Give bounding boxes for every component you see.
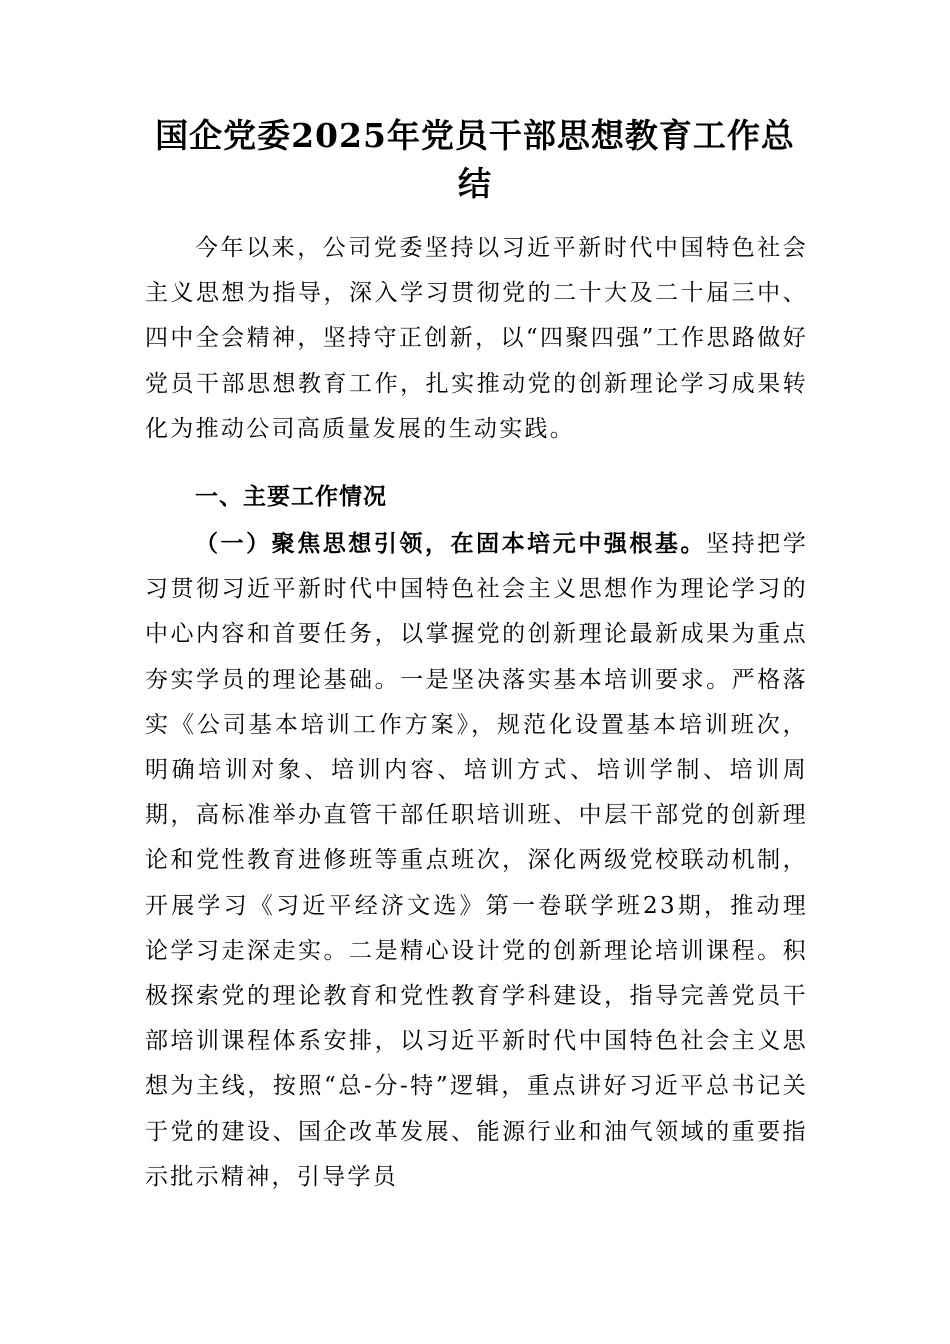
intro-paragraph: 今年以来，公司党委坚持以习近平新时代中国特色社会主义思想为指导，深入学习贯彻党的二十大及二十届三中、四中全会精神，坚持守正创新，以“四聚四强”工作思路做好党员干部思想教育工作，扎实推动党的创新理论学习成果转化为推动公司高质量发展的生动实践。 (145, 235, 808, 442)
subsection-lead: （一）聚焦思想引领，在固本培元中强根基。 (195, 530, 707, 557)
document-title: 国企党委2025年党员干部思想教育工作总结 (155, 116, 795, 203)
section-heading: 一、主要工作情况 (195, 484, 387, 510)
subsection-body: 坚持把学习贯彻习近平新时代中国特色社会主义思想作为理论学习的中心内容和首要任务，以掌握党的创新理论最新成果为重点夯实学员的理论基础。一是坚决落实基本培训要求。严格落实《公司基本培训工作方案》，规范化设置基本培训班次，明确培训对象、培训内容、培训方式、培训学制、培训周期，高标准举办直管干部任职培训班、中层干部党的创新理论和党性教育进修班等重点班次，深化两级党校联动机制，开展学习《习近平经济文选》第一卷联学班23期，推动理论学习走深走实。二是精心设计党的创新理论培训课程。积极探索党的理论教育和党性教育学科建设，指导完善党员干部培训课程体系安排，以习近平新时代中国特色社会主义思想为主线，按照“总-分-特”逻辑，重点讲好习近平总书记关于党的建设、国企改革发展、能源行业和油气领域的重要指示批示精神，引导学员 (145, 531, 809, 1190)
subsection-paragraph (145, 521, 808, 1200)
